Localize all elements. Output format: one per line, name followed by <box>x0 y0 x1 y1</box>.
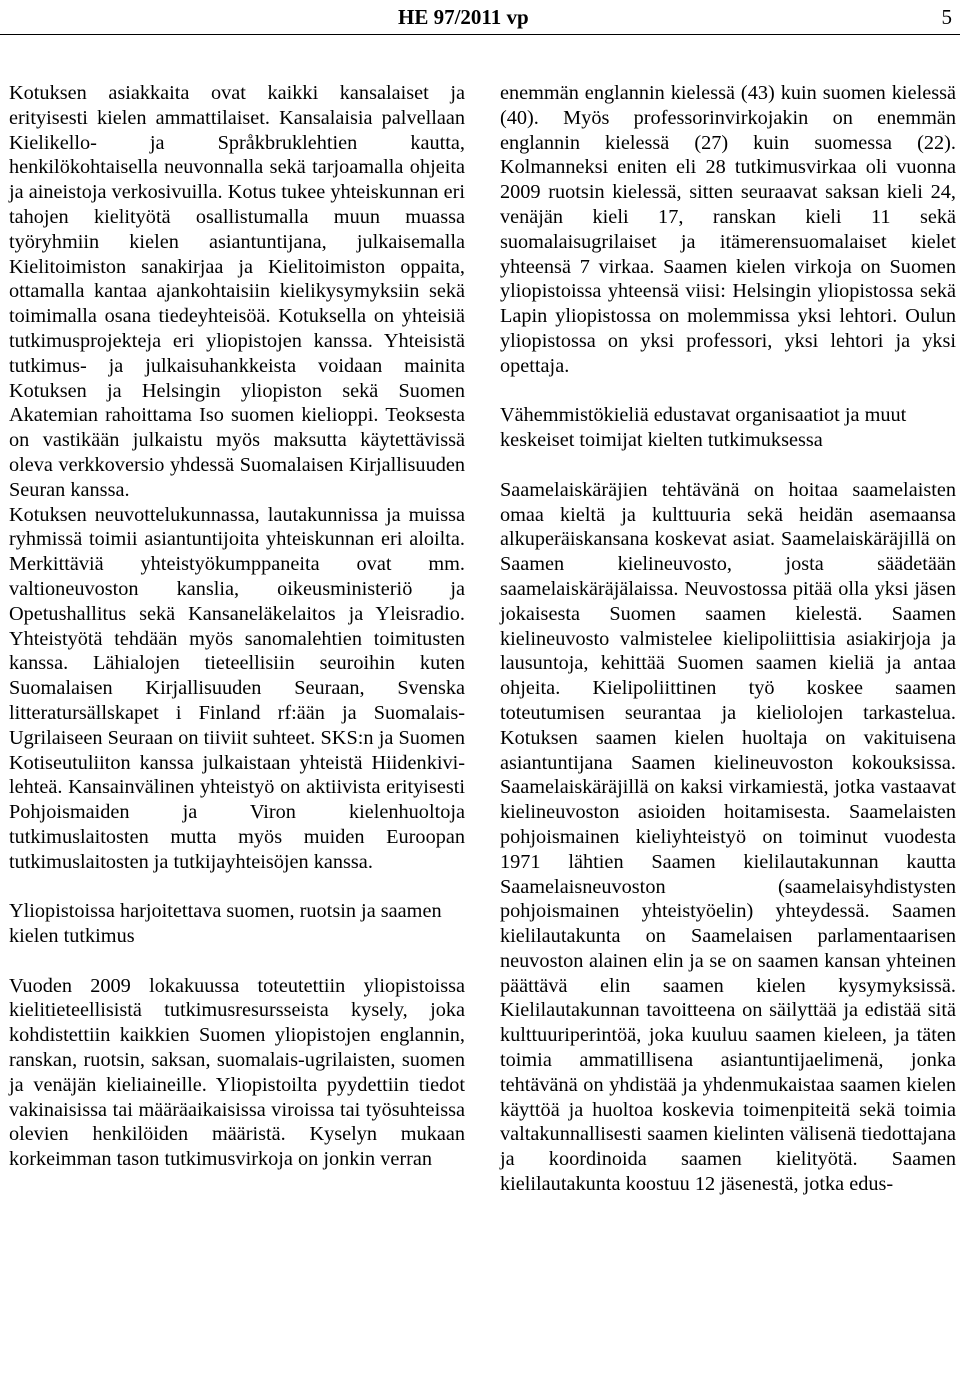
paragraph-survey-2009: Vuoden 2009 lokakuussa toteutettiin yliopistoissa kielitieteellisistä tutkimusresursseista kysely, joka kohdistettiin kaikkien Suomen yliopistojen englannin, ranskan, ruotsin, saksan, suomalais-ugrilaisten, suomen ja venäjän kieliaineille. Yliopistoilta pyydettiin tiedot vakinaisissa tai määräaikaisissa viroissa tai työsuhteissa olevien henkilöiden määristä. Kyselyn mukaan korkeimman tason tutkimusvirkoja on jonkin verran <box>9 974 465 1171</box>
paragraph-kotus-cooperation: Kotuksen neuvottelukunnassa, lautakunnissa ja muissa ryhmissä toimii asiantuntijoita yhteiskunnan eri aloilta. Merkittäviä yhteistyökumppaneita ovat mm. valtioneuvoston kanslia, oikeusministeriö ja Opetushallitus sekä Kansaneläkelaitos ja Yleisradio. Yhteistyötä tehdään myös sanomalehtien toimitusten kanssa. Lähialojen tieteellisiin seuroihin kuten Suomalaisen Kirjallisuuden Seuraan, Svenska litteratursällskapet i Finland rf:ään ja Suomalais-Ugrilaiseen Seuraan on tiiviit suhteet. SKS:n ja Suomen Kotiseutuliiton kanssa julkaistaan yhteistä Hiidenkivi-lehteä. Kansainvälinen yhteistyö on aktiivista erityisesti Pohjoismaiden ja Viron kielenhuoltoja tutkimuslaitosten mutta myös muiden Euroopan tutkimuslaitosten ja tutkijayhteisöjen kanssa. <box>9 503 465 873</box>
section-heading-university-research: Yliopistoissa harjoitettava suomen, ruotsin ja saamen kielen tutkimus <box>9 900 442 948</box>
paragraph-research-posts: enemmän englannin kielessä (43) kuin suomen kielessä (40). Myös professorinvirkojakin on enemmän englannin kielessä (27) kuin suomessa (22). Kolmanneksi eniten eli 28 tutkimusvirkaa oli vuonna 2009 ruotsin kielessä, sitten seuraavat saksan kieli 24, venäjän kieli 17, ranskan kieli 11 sekä suomalaisugrilaiset ja itämerensuomalaiset kielet yhteensä 7 virkaa. Saamen kielen virkoja on Suomen yliopistoissa yhteensä viisi: Helsingin yliopistossa sekä Lapin yliopistossa on molemmissa yksi lehtori. Oulun yliopistossa on yksi professori, yksi lehtori ja yksi opettaja. <box>500 82 956 377</box>
left-column <box>9 81 465 1172</box>
page-number: 5 <box>941 5 952 29</box>
paragraph-saami-parliament: Saamelaiskäräjien tehtävänä on hoitaa saamelaisten omaa kieltä ja kulttuuria sekä heidän asemaansa alkuperäiskansana koskevat asiat. Saamelaiskäräjillä on Saamen kielineuvosto, josta säädetään saamelaiskäräjälaissa. Neuvostossa pitää olla yksi jäsen jokaisesta Suomen saamen kielestä. Saamen kielineuvosto valmistelee kielipoliittisia asiakirjoja ja lausuntoja, kehittää Suomen saamen kieliä ja antaa ohjeita. Kielipoliittinen työ koskee saamen toteutumisen seurantaa ja kieliolojen tarkastelua. Kotuksen saamen kielen huoltaja on vakituisena asiantuntijana Saamen kielineuvoston kokouksissa. Saamelaiskäräjillä on kaksi virkamiestä, jotka vastaavat kielineuvoston asioiden hoitamisesta. Saamelaisten pohjoismainen kieliyhteistyö on toiminut vuodesta 1971 lähtien Saamen kielilautakunnan kautta Saamelaisneuvoston (saamelaisyhdistysten pohjoismainen yhteistyöelin) yhteydessä. Saamen kielilautakunta on Saamelaisen parlamentaarisen neuvoston alainen elin ja se on saamen kansan yhteinen päättävä elin saamen kielen kysymyksissä. Kielilautakunnan tavoitteena on säilyttää ja edistää sitä kulttuuriperintöä, joka kuuluu saamen kieleen, ja täten toimia ammatillisena asiantuntijaelimenä, jonka tehtävänä on yhdistää ja yhdenmukaistaa saamen kielen käyttöä ja huoltoa koskevia toimenpiteitä sekä toimia valtakunnallisesti saamen kielinten välisenä tiedottajana ja koordinoida saamen kielityötä. Saamen kielilautakunta koostuu 12 jäsenestä, jotka edus- <box>500 478 956 1196</box>
page-header <box>0 4 960 30</box>
document-reference: HE 97/2011 vp <box>398 5 529 29</box>
paragraph-kotus-clients: Kotuksen asiakkaita ovat kaikki kansalaiset ja erityisesti kielen ammattilaiset. Kansalaisia palvellaan Kielikello- ja Språkbruklehtien kautta, henkilökohtaisella neuvonnalla sekä tarjoamalla ohjeita ja aineistoja verkosivuilla. Kotus tukee yhteiskunnan eri tahojen kielityötä osallistumalla muun muassa työryhmiin kielen asiantuntijana, julkaisemalla Kielitoimiston sanakirjaa ja Kielitoimiston oppaita, ottamalla kantaa ajankohtaisiin kielikysymyksiin sekä toimimalla osana tiedeyhteisöä. Kotuksella on yhteisiä tutkimusprojekteja eri yliopistojen kanssa. Yhteisistä tutkimus- ja julkaisuhankkeista voidaan mainita Kotuksen ja Helsingin yliopiston sekä Suomen Akatemian rahoittama Iso suomen kielioppi. Teoksesta on vastikään julkaistu myös maksutta käytettävissä oleva verkkoversio yhdessä Suomalaisen Kirjallisuuden Seuran kanssa. <box>9 82 465 501</box>
right-column <box>500 81 956 1197</box>
section-heading-minority-languages: Vähemmistökieliä edustavat organisaatiot ja muut keskeiset toimijat kielten tutkimuksessa <box>500 404 907 452</box>
header-rule <box>0 34 960 35</box>
